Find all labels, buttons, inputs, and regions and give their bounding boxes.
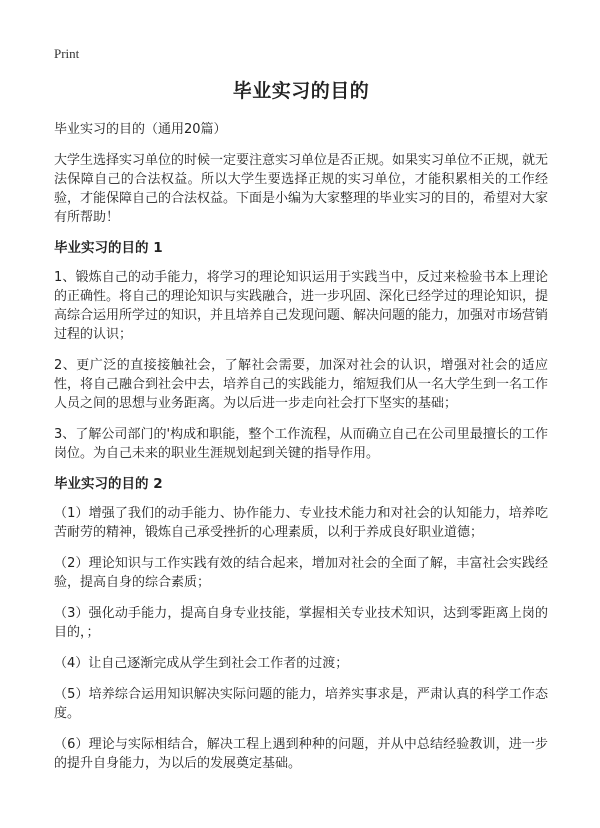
document-body — [54, 76, 548, 785]
intro-paragraph: 大学生选择实习单位的时候一定要注意实习单位是否正规。如果实习单位不正规，就无法保障自己的合法权益。所以大学生要选择正规的实习单位，才能积累相关的工作经验，才能保障自己的合法权益。下面是小编为大家整理的毕业实习的目的，希望对大家有所帮助！ — [54, 153, 549, 225]
document-subtitle: 毕业实习的目的（通用20篇） — [54, 122, 227, 137]
section-heading: 毕业实习的目的 1 — [54, 240, 163, 256]
page-title: 毕业实习的目的 — [232, 80, 370, 102]
section-paragraph: （3）强化动手能力，提高自身专业技能，掌握相关专业技术知识，达到零距离上岗的目的，； — [54, 606, 548, 640]
print-link[interactable]: Print — [54, 46, 80, 61]
section-paragraph: 2、更广泛的直接接触社会，了解社会需要，加深对社会的认识，增强对社会的适应性，将自己融合到社会中去，培养自己的实践能力，缩短我们从一名大学生到一名工作人员之间的思想与业务距离。为以后进一步走向社会打下坚实的基础； — [54, 358, 549, 411]
section-paragraph: （2）理论知识与工作实践有效的结合起来，增加对社会的全面了解，丰富社会实践经验，提高自身的综合素质； — [54, 556, 548, 590]
section-paragraph: （6）理论与实际相结合，解决工程上遇到种种的问题，并从中总结经验教训，进一步的提升自身能力，为以后的发展奠定基础。 — [54, 737, 548, 771]
section-2 — [54, 475, 548, 773]
section-paragraph: 3、了解公司部门的'构成和职能，整个工作流程，从而确立自己在公司里最擅长的工作岗位。为自己未来的职业生涯规划起到关键的指导作用。 — [54, 427, 548, 461]
section-1 — [54, 239, 548, 463]
section-paragraph: （5）培养综合运用知识解决实际问题的能力，培养实事求是，严肃认真的科学工作态度。 — [54, 687, 548, 721]
section-paragraph: （1）增强了我们的动手能力、协作能力、专业技术能力和对社会的认知能力，培养吃苦耐劳的精神，锻炼自己承受挫折的心理素质，以利于养成良好职业道德； — [54, 506, 548, 540]
section-paragraph: 1、锻炼自己的动手能力，将学习的理论知识运用于实践当中，反过来检验书本上理论的正确性。将自己的理论知识与实践融合，进一步巩固、深化已经学过的理论知识，提高综合运用所学过的知识，并且培养自己发现问题、解决问题的能力，加强对市场营销过程的认识； — [54, 270, 549, 342]
section-paragraph: （4）让自己逐渐完成从学生到社会工作者的过渡； — [54, 656, 349, 671]
section-heading: 毕业实习的目的 2 — [54, 476, 163, 492]
